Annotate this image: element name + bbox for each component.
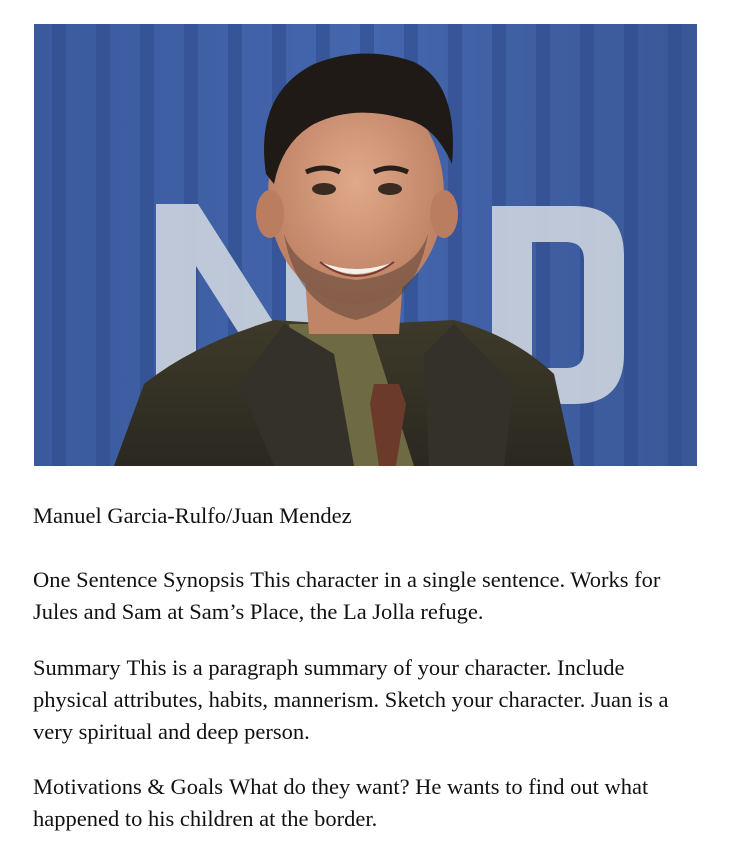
motivations-paragraph	[33, 771, 703, 835]
summary-text: This is a paragraph summary of your character. Include physical attributes, habits, mannerism. Sketch your character. Juan is a very spiritual and deep person.	[33, 655, 669, 744]
motivations-text: What do they want? He wants to find out what happened to his children at the border.	[33, 774, 649, 831]
portrait-image	[34, 24, 697, 466]
motivations-label: Motivations & Goals	[33, 774, 223, 799]
portrait-photo	[34, 24, 697, 466]
synopsis-text: This character in a single sentence. Works for Jules and Sam at Sam’s Place, the La Jolla refuge.	[33, 567, 661, 624]
summary-paragraph	[33, 652, 703, 748]
synopsis-paragraph	[33, 564, 703, 628]
summary-label: Summary	[33, 655, 121, 680]
photo-caption: Manuel Garcia-Rulfo/Juan Mendez	[33, 503, 352, 528]
synopsis-label: One Sentence Synopsis	[33, 567, 245, 592]
